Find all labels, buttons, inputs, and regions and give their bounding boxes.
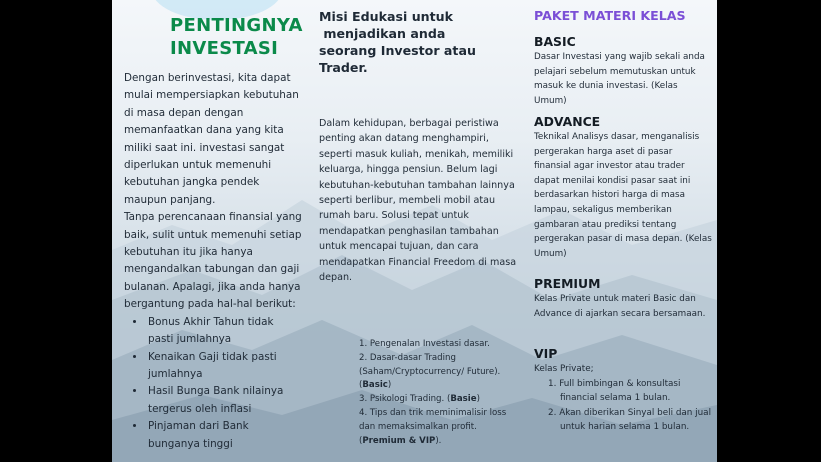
list-item: • Kenaikan Gaji tidak pasti jumlahnya [146,349,302,384]
list-item: • Pinjaman dari Bank bunganya tinggi [146,418,302,453]
tier-description: Kelas Private; [534,364,594,374]
tier-name: ADVANCE [534,114,601,129]
dependency-list [124,314,302,453]
curriculum-item-text: 4. Tips dan trik meminimalisir loss dan memaksimalkan profit. ( [359,407,507,446]
tier-premium [534,276,712,321]
tier-vip [534,346,712,435]
heading-line-1: PENTINGNYA [170,15,303,36]
brochure-page [112,0,717,462]
list-item: 2. Akan diberikan Sinyal beli dan jual untuk harian selama 1 bulan. [548,407,712,433]
tier-description: Kelas Private untuk materi Basic dan Advance di ajarkan secara bersamaan. [534,294,706,319]
misi-title [319,8,476,76]
tier-description: Dasar Investasi yang wajib sekali anda pelajari sebelum memutuskan untuk masuk ke dunia investasi. (Kelas Umum) [534,52,705,106]
curriculum-item [359,407,509,448]
tier-name: VIP [534,346,558,361]
curriculum-item-text: 2. Dasar-dasar Trading (Saham/Cryptocurrency/ Future). ( [359,352,501,391]
heading-line-2: INVESTASI [170,38,279,59]
tier-description: Teknikal Analisys dasar, menganalisis pergerakan harga aset di pasar finansial agar investor atau trader dapat menilai kondisi pasar saat ini berdasarkan histori harga di masa lampau, sekaligus memberikan gambaran atau prediksi tentang pergerakan pasar di masa depan. (Kelas Umum) [534,132,712,259]
misi-title-line: Misi Edukasi untuk [319,9,453,24]
curriculum-item [359,338,509,352]
misi-title-line: menjadikan anda [319,26,446,41]
curriculum-item-close: ) [476,394,480,405]
curriculum-item-tag: Basic [362,380,388,391]
misi-title-line: Trader. [319,60,368,75]
curriculum-item [359,352,509,393]
intro-paragraph-2: Tanpa perencanaan finansial yang baik, sulit untuk memenuhi setiap kebutuhan itu jika hanya mengandalkan tabungan dan gaji bulanan. Apalagi, jika anda hanya bergantung pada hal-hal berikut: [124,211,302,311]
curriculum-list [359,338,509,448]
misi-title-line: seorang Investor atau [319,43,476,58]
curriculum-item-tag: Basie [450,394,477,405]
heading-pentingnya-investasi [170,14,303,60]
paket-title: PAKET MATERI KELAS [534,8,686,23]
curriculum-item-close: ) [387,380,392,391]
tier-name: BASIC [534,34,576,49]
vip-benefits-list [534,377,712,435]
list-item: 1. Full bimbingan & konsultasi financial selama 1 bulan. [548,378,681,404]
list-item: • Hasil Bunga Bank nilainya tergerus oleh inflasi [146,383,302,418]
curriculum-item-text: 3. Psikologi Trading. ( [359,394,451,405]
curriculum-item [359,393,509,407]
tier-advance [534,114,712,261]
curriculum-item-close: ). [435,435,442,446]
intro-text [124,70,302,453]
misi-body-text: Dalam kehidupan, berbagai peristiwa penting akan datang menghampiri, seperti masuk kuliah, menikah, memiliki keluarga, hingga pensiun. Belum lagi kebutuhan-kebutuhan tambahan lainnya seperti berlibur, membeli mobil atau rumah baru. Solusi tepat untuk mendapatkan penghasilan tambahan untuk mencapai tujuan, dan cara mendapatkan Financial Freedom di masa depan. [319,118,517,284]
curriculum-item-tag: Premium & VIP [362,435,436,446]
tier-basic [534,34,712,108]
curriculum-item-text: 1. Pengenalan Investasi dasar. [359,339,490,349]
tier-name: PREMIUM [534,276,601,291]
intro-paragraph-1: Dengan berinvestasi, kita dapat mulai mempersiapkan kebutuhan di masa depan dengan memanfaatkan dana yang kita miliki saat ini. investasi sangat diperlukan untuk memenuhi kebutuhan jangka pendek maupun panjang. [124,72,299,206]
list-item: • Bonus Akhir Tahun tidak pasti jumlahnya [146,314,302,349]
